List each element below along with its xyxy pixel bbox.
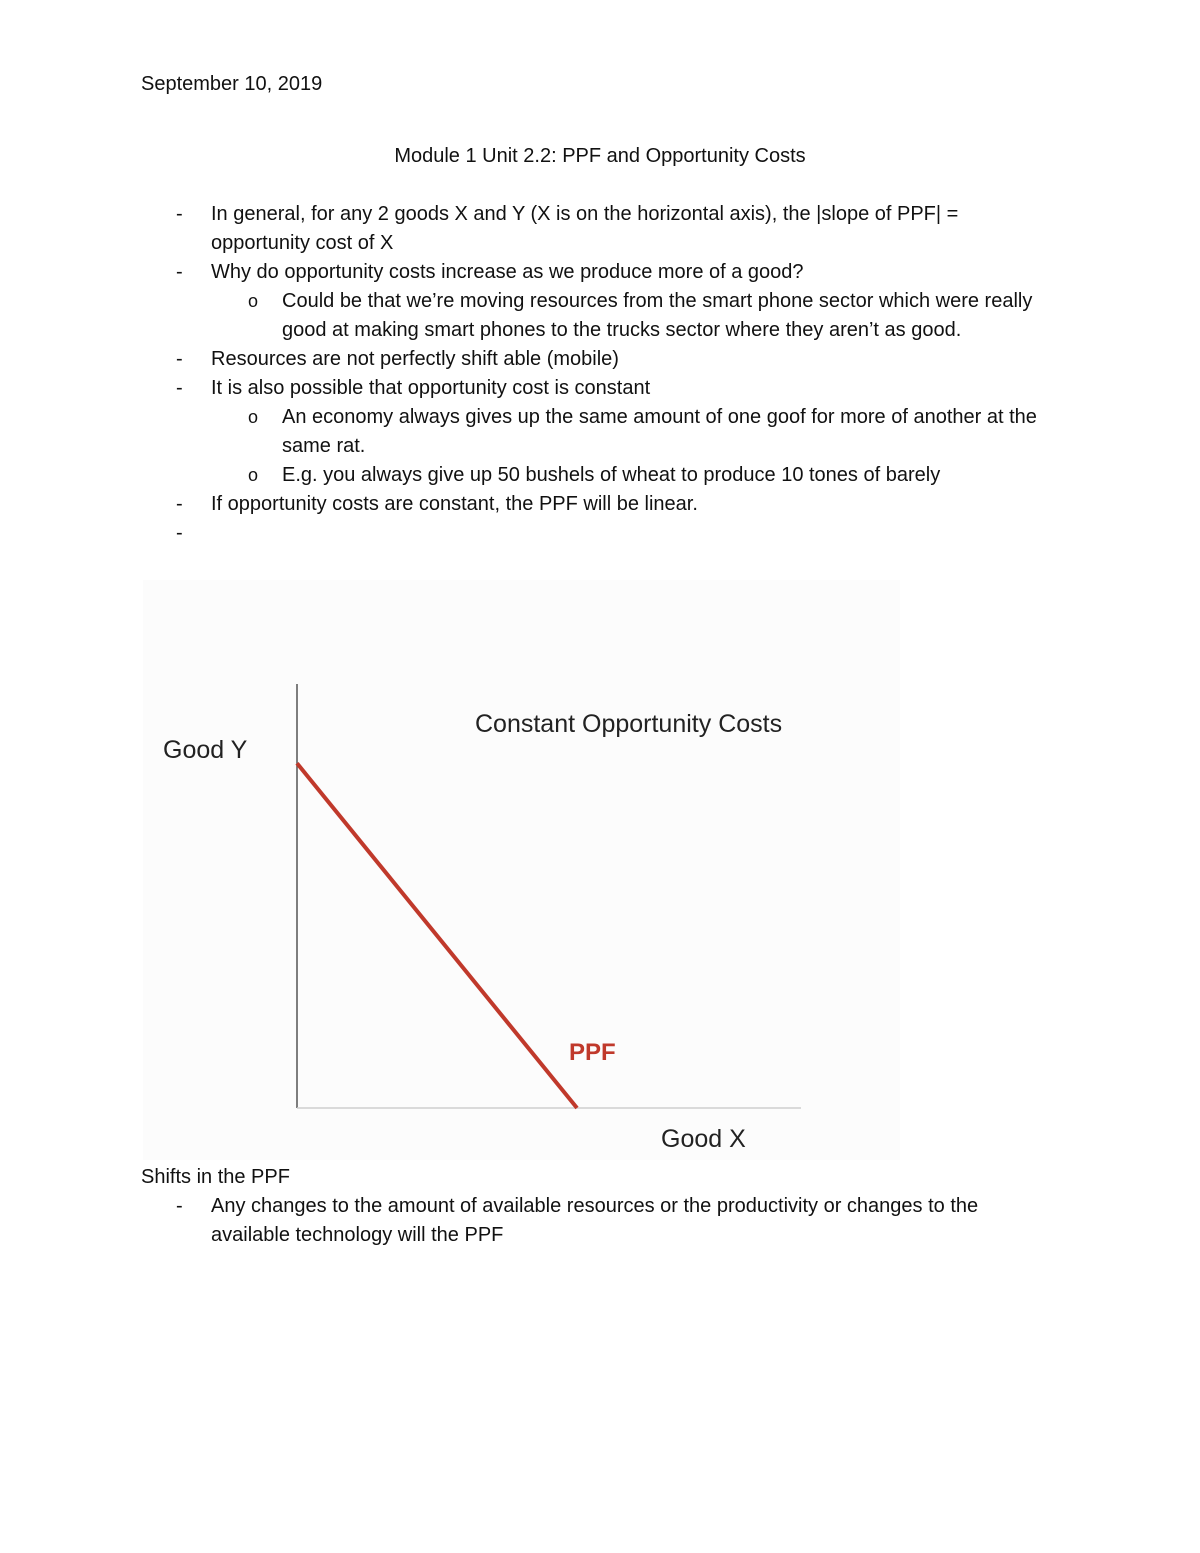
ppf-series-label: PPF	[569, 1039, 616, 1066]
dash-bullet: -	[176, 261, 183, 283]
x-axis-label: Good X	[661, 1125, 746, 1153]
ppf-line	[297, 763, 577, 1108]
circle-bullet: o	[248, 465, 259, 485]
dash-bullet: -	[176, 203, 183, 225]
dash-bullet: -	[176, 377, 183, 399]
list-item	[0, 403, 1200, 461]
ppf-chart	[143, 580, 900, 1160]
list-item	[0, 490, 1200, 519]
dash-bullet: -	[176, 493, 183, 515]
list-item-text: An economy always gives up the same amount of one goof for more of another at the same rat.	[282, 406, 1037, 457]
dash-bullet: -	[176, 348, 183, 370]
list-item	[0, 461, 1200, 490]
list-item	[0, 258, 1200, 287]
list-item	[0, 345, 1200, 374]
ppf-chart-svg	[143, 580, 900, 1160]
shifts-list	[0, 1192, 1200, 1250]
list-item	[0, 287, 1200, 345]
list-item-text: It is also possible that opportunity cost is constant	[211, 377, 651, 399]
list-item-text: In general, for any 2 goods X and Y (X is on the horizontal axis), the |slope of PPF| = opportunity cost of X	[211, 203, 959, 254]
list-item	[0, 200, 1200, 258]
list-item-text: E.g. you always give up 50 bushels of wheat to produce 10 tones of barely	[282, 464, 941, 486]
dash-bullet: -	[176, 522, 183, 544]
notes-list	[0, 200, 1200, 544]
document-date: September 10, 2019	[141, 73, 323, 95]
list-item-text: Why do opportunity costs increase as we produce more of a good?	[211, 261, 804, 283]
list-item-text: Any changes to the amount of available resources or the productivity or changes to the available technology will the PPF	[211, 1195, 979, 1246]
chart-title: Constant Opportunity Costs	[475, 710, 783, 738]
y-axis-label: Good Y	[163, 736, 248, 764]
circle-bullet: o	[248, 291, 259, 311]
list-item-text: If opportunity costs are constant, the PPF will be linear.	[211, 493, 698, 515]
list-item	[0, 1192, 1200, 1250]
document-title: Module 1 Unit 2.2: PPF and Opportunity Costs	[394, 145, 806, 167]
list-item	[0, 374, 1200, 403]
circle-bullet: o	[248, 407, 259, 427]
dash-bullet: -	[176, 1195, 183, 1217]
list-item-text: Could be that we’re moving resources from the smart phone sector which were really good at making smart phones to the trucks sector where they aren’t as good.	[282, 290, 1033, 341]
list-item-text: Resources are not perfectly shift able (mobile)	[211, 348, 619, 370]
section-heading: Shifts in the PPF	[141, 1166, 290, 1188]
